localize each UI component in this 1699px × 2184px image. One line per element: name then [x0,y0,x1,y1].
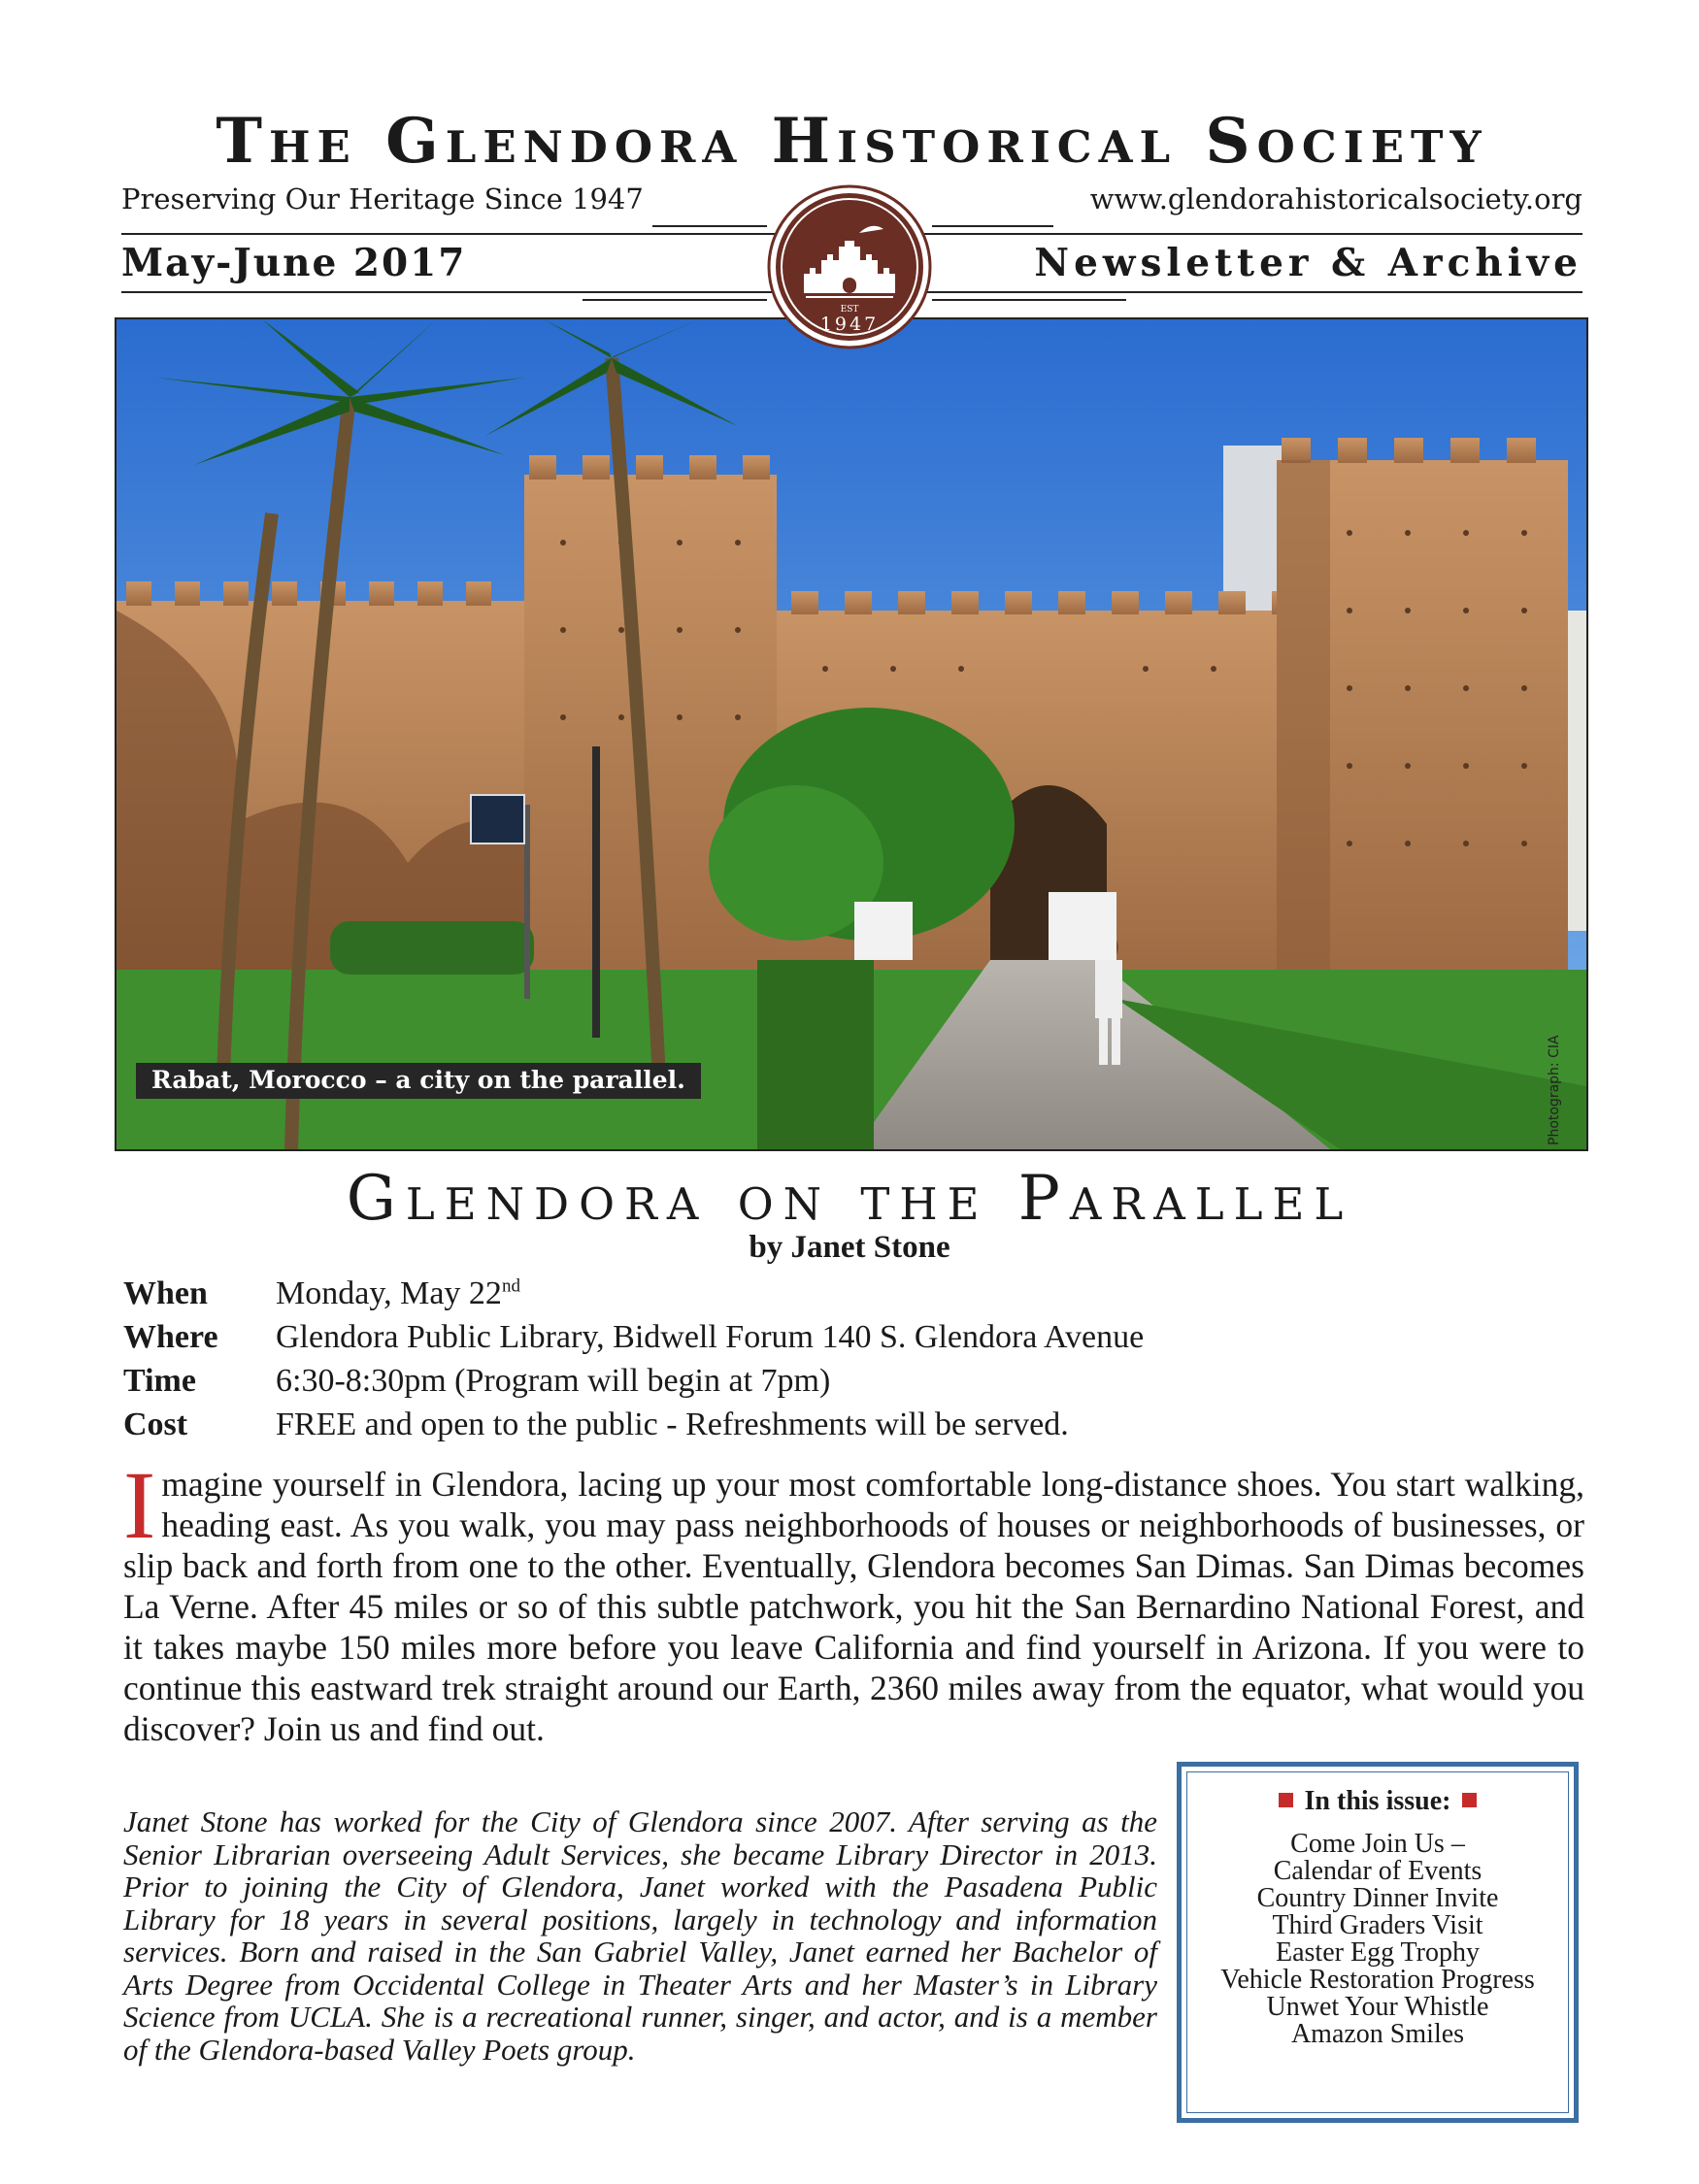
detail-value: Glendora Public Library, Bidwell Forum 140 S. Glendora Avenue [276,1319,1145,1355]
detail-value: Monday, May 22nd [276,1275,520,1311]
society-logo [767,184,932,349]
in-this-issue-heading: In this issue: [1187,1786,1568,1817]
logo-rule-right [932,225,1053,227]
detail-when [123,1272,1144,1315]
author-bio: Janet Stone has worked for the City of Glendora since 2007. After serving as the Senior Librarian overseeing Adult Services, she became Library Director in 2013. Prior to joining the City of Glendora, Janet worked with the Pasadena Public Library for 18 years in several positions, largely in technology and information services. Born and raised in the San Gabriel Valley, Janet earned her Bachelor of Arts Degree from Occidental College in Theater Arts and her Master’s in Library Science from UCLA. She is a recreational runner, singer, and actor, and is a member of the Glendora-based Valley Poets group. [123,1804,1157,2067]
in-this-issue-box [1177,1762,1579,2123]
event-details [123,1272,1144,1446]
photo-caption: Rabat, Morocco – a city on the parallel. [136,1063,701,1099]
detail-label: Cost [123,1406,188,1442]
detail-label: When [123,1275,208,1311]
detail-label: Where [123,1319,218,1355]
issue-item[interactable]: Vehicle Restoration Progress [1220,1965,1535,1995]
article-body [123,1451,1584,1749]
logo-rule-left-low [583,299,767,301]
issue-item[interactable]: Country Dinner Invite [1256,1883,1499,1913]
issue-kind: Newsletter & Archive [1034,241,1582,285]
issue-item[interactable]: Amazon Smiles [1290,2019,1465,2049]
photo-credit: Photograph: CIA [1547,1035,1562,1145]
issue-item[interactable]: Calendar of Events [1273,1856,1482,1886]
date-suffix: nd [501,1275,520,1297]
logo-rule-left [652,225,767,227]
detail-value: 6:30-8:30pm (Program will begin at 7pm) [276,1363,831,1399]
detail-where [123,1315,1144,1359]
issue-item[interactable]: Unwet Your Whistle [1266,1992,1489,2022]
drop-cap: I [123,1451,156,1559]
article-byline: by Janet Stone [749,1230,950,1265]
article-body-text: magine yourself in Glendora, lacing up your most comfortable long-distance shoes. You start walking, heading east. As you walk, you may pass neighborhoods of houses or neighborhoods of businesses, or slip back and forth from one to the other. Eventually, Glendora becomes San Dimas. San Dimas becomes La Verne. After 45 miles or so of this subtle patchwork, you hit the San Bernardino National Forest, and it takes maybe 150 miles more before you leave California and find yourself in Arizona. If you were to continue this eastward trek straight around our Earth, 2360 miles away from the equator, what would you discover? Join us and find out. [123,1465,1584,1748]
issue-item[interactable]: Easter Egg Trophy [1276,1937,1480,1968]
red-square-icon [1279,1793,1293,1807]
masthead-title: The Glendora Historical Society [216,105,1488,178]
in-this-issue-list [1187,1831,1568,2048]
issue-item[interactable]: Come Join Us – [1290,1829,1465,1859]
detail-label: Time [123,1363,196,1399]
detail-value: FREE and open to the public - Refreshments will be served. [276,1406,1069,1442]
red-square-icon [1462,1793,1477,1807]
issue-item[interactable]: Third Graders Visit [1272,1910,1483,1940]
website-url[interactable]: www.glendorahistoricalsociety.org [1089,182,1582,215]
detail-cost [123,1403,1144,1446]
rabat-gate-photo [115,317,1588,1151]
detail-time [123,1359,1144,1403]
issue-date: May-June 2017 [121,241,467,285]
tagline: Preserving Our Heritage Since 1947 [121,182,644,215]
logo-year-text: 1947 [819,314,880,335]
logo-rule-right-low [932,299,1126,301]
logo-est-text: EST [840,305,859,314]
article-title: Glendora on the Parallel [346,1163,1353,1235]
